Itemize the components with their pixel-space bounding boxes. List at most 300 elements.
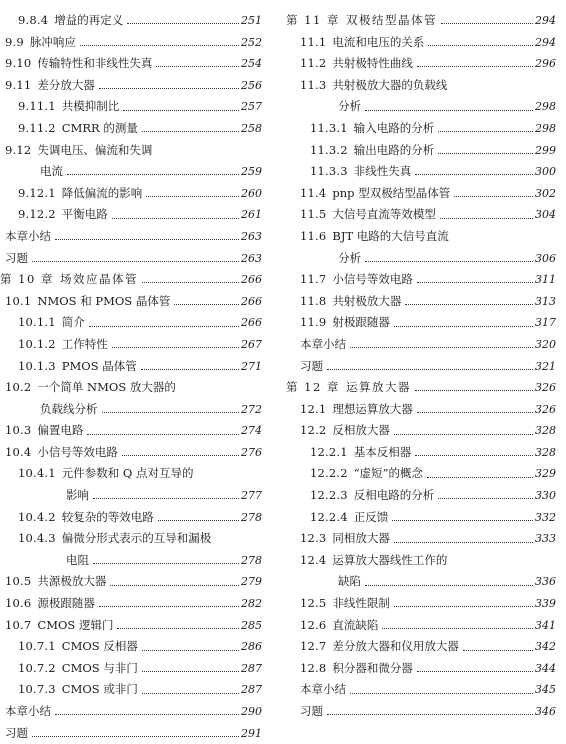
toc-entry [286, 679, 556, 701]
toc-entry-number: 12.7 [300, 639, 327, 654]
toc-entry [0, 140, 262, 162]
toc-entry-number: 12.2.1 [310, 444, 348, 459]
dot-leader [142, 650, 239, 651]
toc-entry [286, 550, 556, 572]
toc-entry-page: 342 [535, 640, 556, 654]
toc-entry-title: 输出电路的分析 [353, 142, 435, 157]
toc-entry-page: 341 [535, 618, 556, 632]
toc-entry-number: 9.12 [5, 142, 32, 157]
toc-entry [0, 75, 262, 97]
toc-entry-page: 326 [535, 381, 556, 395]
toc-entry-title: 大信号直流等效模型 [332, 207, 436, 222]
dot-leader [438, 153, 533, 154]
toc-entry [286, 161, 556, 183]
toc-entry-number: 10.4.2 [18, 509, 56, 524]
toc-entry-title: 差分放大器和仪用放大器 [332, 639, 459, 654]
toc-entry-title: 电流 [40, 164, 63, 179]
dot-leader [350, 693, 533, 694]
toc-entry-title: 分析 [338, 99, 361, 114]
toc-entry-title: pnp 型双极结型晶体管 [332, 185, 451, 200]
toc-entry-number: 10.5 [5, 574, 32, 589]
toc-entry-page: 345 [535, 683, 556, 697]
toc-entry-title: NMOS 和 PMOS 晶体管 [37, 293, 171, 308]
toc-entry [0, 658, 262, 680]
toc-entry-title: 源极跟随器 [37, 596, 95, 611]
toc-entry-title: 习题 [5, 250, 28, 265]
toc-entry [0, 32, 262, 54]
toc-entry-title: 电流和电压的关系 [332, 34, 425, 49]
toc-entry-number: 9.12.1 [18, 185, 56, 200]
toc-entry [286, 269, 556, 291]
toc-entry-title: 元件参数和 Q 点对互导的 [61, 466, 194, 481]
dot-leader [55, 239, 239, 240]
toc-entry [286, 485, 556, 507]
toc-entry-number: 9.9 [5, 34, 24, 49]
toc-entry-page: 300 [535, 165, 556, 179]
toc-entry [0, 356, 262, 378]
toc-entry-page: 344 [535, 661, 556, 675]
toc-entry [0, 96, 262, 118]
toc-entry-number: 12.4 [300, 552, 327, 567]
dot-leader [428, 45, 533, 46]
toc-entry [286, 334, 556, 356]
dot-leader [142, 693, 239, 694]
toc-entry-page: 266 [241, 316, 262, 330]
toc-entry-number: 12.2.2 [310, 466, 348, 481]
dot-leader [127, 23, 239, 24]
toc-entry [0, 399, 262, 421]
toc-entry-title: 运算放大器 [345, 380, 411, 395]
toc-entry-title: 习题 [5, 725, 28, 740]
toc-entry-number: 11.6 [300, 228, 327, 243]
toc-entry-title: 正反馈 [353, 509, 389, 524]
toc-entry [0, 442, 262, 464]
toc-entry-title: 理想运算放大器 [332, 401, 413, 416]
dot-leader [122, 455, 239, 456]
toc-entry-page: 304 [535, 208, 556, 222]
toc-entry [286, 204, 556, 226]
toc-entry-title: CMRR 的测量 [61, 120, 138, 135]
toc-entry [286, 312, 556, 334]
toc-entry-title: 偏微分形式表示的互导和漏极 [61, 531, 212, 546]
toc-entry [286, 399, 556, 421]
toc-entry-title: 本章小结 [300, 682, 346, 697]
toc-entry-page: 328 [535, 445, 556, 459]
toc-entry-page: 328 [535, 424, 556, 438]
toc-entry-page: 277 [241, 489, 262, 503]
dot-leader [110, 585, 239, 586]
toc-entry-number: 10.7.3 [18, 682, 56, 697]
dot-leader [146, 196, 239, 197]
toc-entry-page: 306 [535, 251, 556, 265]
toc-entry-number: 9.8.4 [18, 13, 49, 27]
dot-leader [32, 261, 239, 262]
toc-entry [286, 75, 556, 97]
toc-entry [0, 701, 262, 723]
toc-entry-number: 10.4.3 [18, 531, 56, 546]
toc-entry-number: 11.9 [300, 315, 327, 330]
toc-entry-number: 10.4.1 [18, 466, 56, 481]
toc-entry-title: 基本反相器 [353, 444, 412, 459]
toc-entry-page: 320 [535, 337, 556, 351]
toc-entry-number: 12.5 [300, 596, 327, 611]
dot-leader [80, 45, 239, 46]
toc-entry-page: 294 [535, 35, 556, 49]
toc-entry [0, 377, 262, 399]
toc-entry [286, 463, 556, 485]
dot-leader [417, 412, 533, 413]
dot-leader [427, 477, 533, 478]
toc-column-left [0, 10, 262, 744]
toc-entry-title: 小信号等效电路 [37, 444, 118, 459]
toc-entry-title: CMOS 或非门 [61, 682, 138, 697]
toc-entry-title: 简介 [61, 315, 85, 330]
dot-leader [415, 455, 533, 456]
toc-entry-title: 共射极放大器的负载线 [332, 77, 448, 92]
toc-entry [0, 679, 262, 701]
dot-leader [112, 218, 239, 219]
toc-entry-title: 同相放大器 [332, 531, 390, 546]
dot-leader [327, 369, 533, 370]
toc-entry-title: 非线性失真 [353, 164, 412, 179]
toc-entry-title: 传输特性和非线性失真 [37, 56, 153, 71]
toc-entry-page: 290 [241, 705, 262, 718]
toc-entry [286, 593, 556, 615]
toc-chapter-entry [286, 377, 556, 399]
toc-entry [286, 183, 556, 205]
toc-entry-title: BJT 电路的大信号直流 [332, 228, 449, 243]
dot-leader [417, 282, 533, 283]
toc-entry-title: 共射极特性曲线 [332, 56, 413, 71]
toc-entry-page: 263 [241, 251, 262, 265]
toc-entry-page: 272 [241, 402, 262, 416]
toc-entry-title: 共射极放大器 [332, 293, 402, 308]
toc-entry [286, 53, 556, 75]
dot-leader [417, 671, 533, 672]
toc-entry-number: 11.3 [300, 77, 327, 92]
toc-entry-page: 271 [241, 359, 262, 373]
dot-leader [415, 174, 533, 175]
toc-entry [286, 32, 556, 54]
toc-entry [286, 507, 556, 529]
toc-entry-page: 259 [241, 165, 262, 179]
dot-leader [438, 498, 533, 499]
toc-entry-number: 11.3.2 [310, 142, 348, 157]
toc-entry-page: 251 [241, 14, 262, 27]
toc-entry-title: 本章小结 [5, 704, 51, 718]
toc-entry-page: 286 [241, 640, 262, 654]
dot-leader [102, 412, 240, 413]
toc-entry [286, 356, 556, 378]
dot-leader [382, 628, 533, 629]
toc-entry [0, 161, 262, 183]
dot-leader [392, 520, 533, 521]
dot-leader [417, 66, 533, 67]
toc-entry-number: 10.7 [5, 617, 32, 632]
toc-entry [0, 291, 262, 313]
toc-entry-page: 287 [241, 683, 262, 697]
toc-entry-title: 射极跟随器 [332, 315, 390, 330]
dot-leader [93, 563, 239, 564]
toc-entry-page: 278 [241, 553, 262, 567]
toc-entry-title: 反相放大器 [332, 423, 390, 438]
toc-entry-title: 电阻 [66, 552, 89, 567]
dot-leader [415, 390, 533, 391]
toc-entry [286, 636, 556, 658]
dot-leader [99, 88, 239, 89]
toc-entry-title: “虚短”的概念 [353, 466, 424, 481]
toc-entry-title: 共源极放大器 [37, 574, 107, 589]
toc-entry [286, 420, 556, 442]
toc-entry [0, 118, 262, 140]
toc-entry-title: 共模抑制比 [61, 99, 120, 114]
toc-entry-page: 282 [241, 597, 262, 611]
toc-entry-page: 329 [535, 467, 556, 481]
toc-entry-title: 影响 [66, 488, 89, 503]
dot-leader [454, 196, 533, 197]
toc-entry [286, 118, 556, 140]
toc-entry-number: 第 12 章 [286, 380, 340, 395]
toc-entry-number: 10.4 [5, 444, 32, 459]
toc-entry-number: 10.6 [5, 596, 32, 611]
toc-entry-page: 333 [535, 532, 556, 546]
toc-entry-number: 10.7.2 [18, 660, 56, 675]
dot-leader [117, 628, 239, 629]
toc-entry-page: 287 [241, 661, 262, 675]
toc-entry-number: 12.1 [300, 401, 327, 416]
dot-leader [142, 671, 239, 672]
toc-entry-number: 12.2.4 [310, 509, 348, 524]
toc-entry-number: 12.6 [300, 617, 327, 632]
toc-entry [286, 658, 556, 680]
toc-entry [286, 96, 556, 118]
toc-entry-number: 10.1.3 [18, 358, 56, 373]
toc-entry [286, 528, 556, 550]
dot-leader [99, 606, 239, 607]
toc-entry-title: 直流缺陷 [332, 617, 379, 632]
toc-entry [0, 248, 262, 270]
toc-entry-page: 279 [241, 575, 262, 589]
toc-entry-title: 反相电路的分析 [353, 488, 435, 503]
toc-entry-page: 298 [535, 121, 556, 135]
dot-leader [112, 347, 239, 348]
toc-entry-page: 296 [535, 57, 556, 71]
toc-entry-number: 10.1 [5, 293, 32, 308]
toc-entry-title: 增益的再定义 [54, 13, 124, 27]
toc-entry-number: 12.2 [300, 423, 327, 438]
toc-entry-page: 291 [241, 726, 262, 740]
toc-entry-page: 311 [535, 273, 556, 287]
toc-entry-title: 运算放大器线性工作的 [332, 552, 448, 567]
toc-entry [0, 615, 262, 637]
toc-entry [0, 53, 262, 75]
toc-entry-number: 10.1.1 [18, 315, 56, 330]
toc-entry-title: 缺陷 [338, 574, 361, 589]
toc-entry [0, 507, 262, 529]
toc-column-right [286, 10, 556, 723]
toc-entry [0, 420, 262, 442]
toc-entry-title: 习题 [300, 358, 323, 373]
toc-entry-title: 偏置电路 [37, 423, 84, 438]
toc-entry [0, 571, 262, 593]
toc-entry-number: 9.11 [5, 77, 32, 92]
toc-entry-number: 11.1 [300, 34, 327, 49]
toc-entry-title: 负载线分析 [40, 401, 98, 416]
toc-entry-title: CMOS 与非门 [61, 660, 138, 675]
dot-leader [365, 110, 533, 111]
toc-entry-title: 一个简单 NMOS 放大器的 [37, 380, 176, 395]
toc-entry-page: 258 [241, 121, 262, 135]
dot-leader [405, 304, 533, 305]
toc-entry [286, 140, 556, 162]
toc-entry-page: 267 [241, 337, 262, 351]
dot-leader [142, 131, 239, 132]
toc-entry [0, 463, 262, 485]
dot-leader [394, 606, 533, 607]
toc-entry-number: 9.12.2 [18, 207, 56, 222]
toc-entry-title: 输入电路的分析 [353, 120, 435, 135]
toc-entry [0, 485, 262, 507]
toc-entry-page: 313 [535, 294, 556, 308]
toc-entry-number: 10.7.1 [18, 639, 56, 654]
dot-leader [350, 347, 533, 348]
toc-entry-title: 习题 [300, 704, 323, 718]
toc-entry-title: CMOS 反相器 [61, 639, 138, 654]
toc-entry-page: 252 [241, 35, 262, 49]
dot-leader [365, 261, 533, 262]
toc-entry-title: 降低偏流的影响 [61, 185, 143, 200]
dot-leader [174, 304, 239, 305]
toc-entry-page: 263 [241, 229, 262, 243]
toc-entry-number: 11.4 [300, 185, 327, 200]
toc-entry [0, 183, 262, 205]
dot-leader [32, 736, 239, 737]
toc-entry-page: 274 [241, 424, 262, 438]
toc-entry-page: 276 [241, 445, 262, 459]
toc-entry-number: 11.3.3 [310, 164, 348, 179]
toc-entry-page: 266 [241, 273, 262, 287]
toc-entry [0, 723, 262, 744]
dot-leader [93, 498, 239, 499]
toc-entry-number: 12.8 [300, 660, 327, 675]
dot-leader [55, 714, 239, 715]
toc-entry-page: 302 [535, 186, 556, 200]
toc-entry-number: 11.8 [300, 293, 327, 308]
toc-entry [0, 550, 262, 572]
toc-entry [286, 571, 556, 593]
toc-entry [286, 226, 556, 248]
dot-leader [463, 650, 533, 651]
toc-entry-page: 261 [241, 208, 262, 222]
toc-entry-title: 脉冲响应 [29, 34, 76, 49]
toc-entry [0, 204, 262, 226]
dot-leader [394, 542, 533, 543]
toc-entry-title: PMOS 晶体管 [61, 358, 137, 373]
toc-entry-page: 317 [535, 316, 556, 330]
toc-entry-title: 积分器和微分器 [332, 660, 413, 675]
toc-entry-title: 平衡电路 [61, 207, 108, 222]
toc-entry-page: 332 [535, 510, 556, 524]
toc-entry-number: 10.1.2 [18, 336, 56, 351]
toc-entry-title: 场效应晶体管 [59, 272, 138, 287]
toc-entry [0, 636, 262, 658]
toc-entry-title: 工作特性 [61, 336, 108, 351]
toc-entry [286, 248, 556, 270]
toc-entry-number: 9.10 [5, 56, 32, 71]
toc-entry-page: 326 [535, 402, 556, 416]
toc-entry-page: 254 [241, 57, 262, 71]
toc-entry-number: 第 11 章 [286, 13, 340, 27]
toc-entry-page: 256 [241, 78, 262, 92]
dot-leader [158, 520, 239, 521]
toc-entry [0, 334, 262, 356]
toc-entry [286, 615, 556, 637]
toc-entry-title: 双极结型晶体管 [345, 13, 437, 27]
dot-leader [441, 23, 533, 24]
toc-entry-page: 298 [535, 100, 556, 114]
toc-entry-page: 336 [535, 575, 556, 589]
toc-entry-title: 分析 [338, 250, 361, 265]
toc-entry [0, 593, 262, 615]
toc-entry-title: CMOS 逻辑门 [37, 617, 114, 632]
toc-entry-page: 278 [241, 510, 262, 524]
toc-entry-number: 12.3 [300, 531, 327, 546]
toc-entry-title: 非线性限制 [332, 596, 390, 611]
dot-leader [156, 66, 239, 67]
toc-entry-title: 小信号等效电路 [332, 272, 413, 287]
toc-entry-page: 321 [535, 359, 556, 373]
toc-entry-page: 294 [535, 14, 556, 27]
toc-entry-page: 260 [241, 186, 262, 200]
dot-leader [67, 174, 239, 175]
toc-entry-page: 339 [535, 597, 556, 611]
toc-chapter-entry [286, 10, 556, 32]
dot-leader [440, 218, 533, 219]
toc-entry [0, 226, 262, 248]
toc-entry-page: 257 [241, 100, 262, 114]
toc-entry [286, 701, 556, 723]
toc-entry-number: 9.11.2 [18, 120, 56, 135]
toc-entry-title: 较复杂的等效电路 [61, 509, 154, 524]
toc-entry-title: 差分放大器 [37, 77, 95, 92]
dot-leader [87, 434, 239, 435]
toc-entry-page: 346 [535, 705, 556, 718]
toc-entry-number: 11.5 [300, 207, 327, 222]
toc-entry-number: 11.2 [300, 56, 327, 71]
toc-entry-number: 第 10 章 [0, 272, 54, 287]
toc-entry [0, 528, 262, 550]
dot-leader [89, 326, 239, 327]
toc-entry-number: 11.7 [300, 272, 327, 287]
toc-entry-title: 失调电压、偏流和失调 [37, 142, 153, 157]
dot-leader [123, 110, 239, 111]
toc-entry-page: 266 [241, 294, 262, 308]
toc-entry [286, 442, 556, 464]
toc-entry-number: 10.2 [5, 380, 32, 395]
toc-chapter-entry [0, 269, 262, 291]
toc-entry [0, 312, 262, 334]
dot-leader [394, 326, 533, 327]
toc-entry-number: 9.11.1 [18, 99, 56, 114]
toc-entry-page: 299 [535, 143, 556, 157]
dot-leader [365, 585, 533, 586]
toc-entry-title: 本章小结 [300, 336, 346, 351]
toc-entry [0, 10, 262, 32]
toc-entry-number: 11.3.1 [310, 120, 348, 135]
dot-leader [394, 434, 533, 435]
toc-entry [286, 291, 556, 313]
dot-leader [142, 282, 239, 283]
